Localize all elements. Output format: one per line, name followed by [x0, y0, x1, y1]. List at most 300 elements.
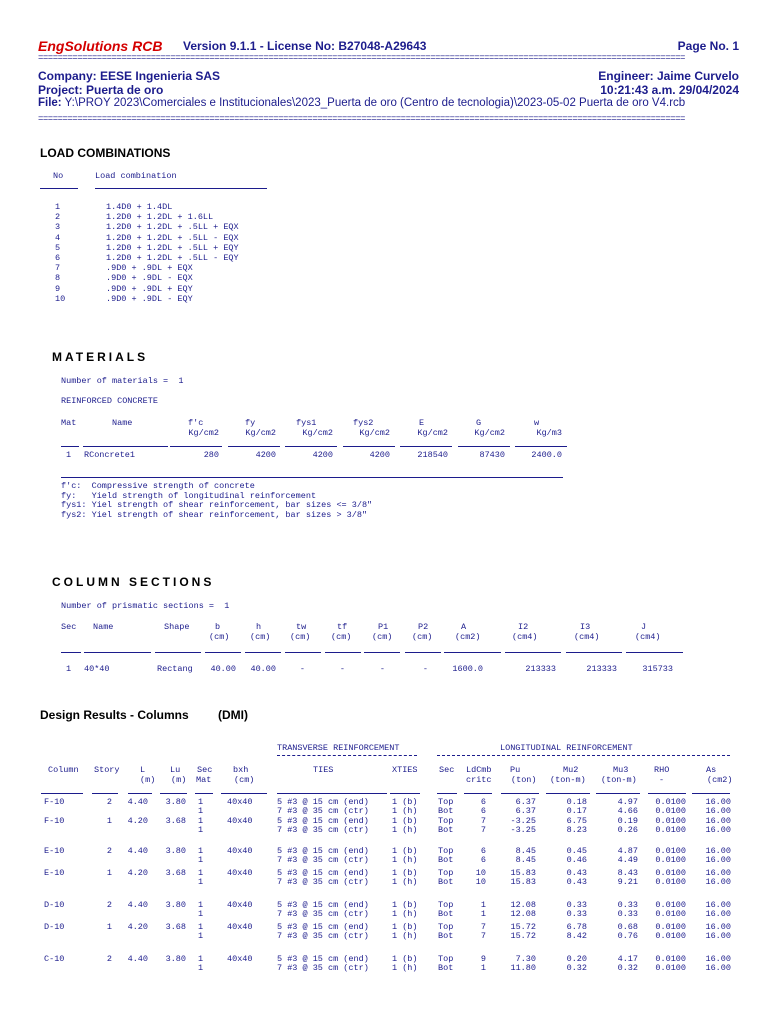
- ties: 7 #3 @ 35 cm (ctr): [277, 962, 369, 973]
- rho: 0.0100: [655, 922, 686, 932]
- materials-cell: 4200: [312, 450, 333, 460]
- length-Lu: 3.80: [165, 846, 186, 856]
- design-results-header-cell: Mu2: [563, 765, 579, 775]
- length-L: 4.20: [127, 868, 148, 878]
- version-text: Version 9.1.1 - License No: B27048-A29643: [183, 39, 427, 53]
- column-id: F-10: [44, 816, 65, 826]
- mu2: 0.32: [566, 962, 587, 973]
- divider: [95, 188, 267, 189]
- pu: 12.08: [510, 908, 536, 919]
- section-mat: 1: [198, 908, 204, 919]
- materials-cell: 4200: [369, 450, 390, 460]
- divider: [505, 652, 561, 653]
- section-mat: 1: [198, 930, 204, 941]
- header-rule-top: ====================================================================================================================================: [38, 53, 685, 63]
- mu2: 0.17: [566, 805, 587, 816]
- column-sections-unit-cell: (cm): [209, 632, 230, 642]
- load-combination-formula: .9D0 + .9DL + EQX: [106, 263, 193, 274]
- ties: 7 #3 @ 35 cm (ctr): [277, 876, 369, 887]
- column-sections-header-cell: b: [215, 622, 221, 632]
- divider: [546, 793, 590, 794]
- length-Lu: 3.80: [165, 797, 186, 807]
- mu3: 4.87: [617, 846, 638, 856]
- pu: 7.30: [515, 954, 536, 964]
- divider: [92, 793, 118, 794]
- column-id: E-10: [44, 868, 65, 878]
- design-results-unit-cell: (cm): [234, 775, 255, 785]
- pu: 8.45: [515, 854, 536, 865]
- as: 16.00: [705, 930, 731, 941]
- divider: [155, 652, 201, 653]
- ties: 7 #3 @ 35 cm (ctr): [277, 854, 369, 865]
- design-results-unit-cell: critc: [466, 775, 492, 785]
- story: 2: [106, 900, 112, 910]
- mu2: 0.20: [566, 954, 587, 964]
- section-mat: 1: [198, 900, 204, 910]
- materials-count: Number of materials = 1: [61, 376, 184, 386]
- rho: 0.0100: [655, 854, 686, 865]
- materials-cell: 4200: [255, 450, 276, 460]
- section-bxh: 40x40: [227, 846, 253, 856]
- xties: 1 (b): [392, 797, 418, 807]
- xties: 1 (h): [392, 962, 418, 973]
- xties: 1 (b): [392, 816, 418, 826]
- design-results-subtitle: (DMI): [218, 708, 248, 722]
- ties: 7 #3 @ 35 cm (ctr): [277, 908, 369, 919]
- long-sec: Top: [438, 900, 454, 910]
- divider: [285, 446, 337, 447]
- mu3: 0.32: [617, 962, 638, 973]
- design-results-unit-cell: (m): [171, 775, 187, 785]
- load-combination-no: 10: [55, 293, 66, 304]
- design-results-header-cell: Story: [94, 765, 120, 775]
- xties: 1 (h): [392, 824, 418, 835]
- pu: 11.80: [510, 962, 536, 973]
- rho: 0.0100: [655, 876, 686, 887]
- column-sections-unit-cell: (cm): [372, 632, 393, 642]
- story: 1: [106, 868, 112, 878]
- divider: [277, 755, 417, 756]
- section-mat: 1: [198, 868, 204, 878]
- divider: [437, 793, 457, 794]
- load-combination-no: 6: [55, 253, 61, 263]
- as: 16.00: [705, 876, 731, 887]
- load-combination-no: 4: [55, 232, 61, 243]
- xties: 1 (b): [392, 954, 418, 964]
- design-results-header-cell: bxh: [233, 765, 249, 775]
- materials-cell: 87430: [479, 450, 505, 460]
- divider: [170, 446, 222, 447]
- story: 2: [106, 954, 112, 964]
- design-results-header-cell: TIES: [313, 765, 334, 775]
- company-line: [38, 69, 220, 83]
- mu3: 0.33: [617, 900, 638, 910]
- section-mat: 1: [198, 805, 204, 816]
- column-sections-cell: -: [422, 664, 428, 674]
- mu2: 0.45: [566, 846, 587, 856]
- design-results-header-cell: LdCmb: [466, 765, 492, 775]
- length-L: 4.20: [127, 816, 148, 826]
- column-sections-unit-cell: (cm): [290, 632, 311, 642]
- header-rule-bottom: ====================================================================================================================================: [38, 114, 685, 124]
- long-sec: Top: [438, 816, 454, 826]
- length-Lu: 3.68: [165, 868, 186, 878]
- rho: 0.0100: [655, 868, 686, 878]
- column-sections-cell: 40.00: [250, 664, 276, 674]
- materials-unit-cell: Kg/cm2: [302, 428, 333, 438]
- load-combination-no: 5: [55, 242, 61, 253]
- xties: 1 (b): [392, 846, 418, 856]
- materials-header-cell: G: [476, 418, 482, 428]
- materials-unit-cell: Kg/cm2: [417, 428, 448, 438]
- design-results-unit-cell: (m): [140, 775, 156, 785]
- load-combination-no: 9: [55, 283, 61, 294]
- divider: [444, 652, 501, 653]
- design-results-header-cell: Column: [48, 765, 79, 775]
- section-bxh: 40x40: [227, 797, 253, 807]
- load-combo-critical: 6: [480, 846, 486, 856]
- design-results-unit-cell: Mat: [196, 775, 212, 785]
- section-bxh: 40x40: [227, 922, 253, 932]
- column-sections-cell: -: [379, 664, 385, 674]
- long-sec: Bot: [438, 930, 454, 941]
- as: 16.00: [705, 908, 731, 919]
- divider: [325, 652, 361, 653]
- rho: 0.0100: [655, 805, 686, 816]
- xties: 1 (h): [392, 908, 418, 919]
- mu3: 4.66: [617, 805, 638, 816]
- story: 1: [106, 922, 112, 932]
- ties: 5 #3 @ 15 cm (end): [277, 954, 369, 964]
- pu: 15.83: [510, 876, 536, 887]
- pu: 8.45: [515, 846, 536, 856]
- materials-note: fys2: Yiel strength of shear reinforcement, bar sizes > 3/8": [61, 509, 368, 520]
- length-Lu: 3.68: [165, 816, 186, 826]
- as: 16.00: [705, 846, 731, 856]
- divider: [596, 793, 640, 794]
- load-combo-critical: 7: [480, 922, 486, 932]
- ties: 5 #3 @ 15 cm (end): [277, 816, 369, 826]
- engineer-name: Jaime Curvelo: [656, 69, 739, 83]
- xties: 1 (b): [392, 922, 418, 932]
- materials-cell: 2400.0: [531, 450, 562, 460]
- rho: 0.0100: [655, 824, 686, 835]
- pu: 6.37: [515, 797, 536, 807]
- divider: [160, 793, 187, 794]
- rho: 0.0100: [655, 954, 686, 964]
- materials-header-cell: Name: [112, 418, 133, 428]
- pu: 6.37: [515, 805, 536, 816]
- mu2: 6.78: [566, 922, 587, 932]
- length-L: 4.40: [127, 900, 148, 910]
- length-L: 4.40: [127, 954, 148, 964]
- load-combination-formula: 1.2D0 + 1.2DL + .5LL + EQX: [106, 222, 239, 233]
- divider: [195, 793, 213, 794]
- divider: [566, 652, 622, 653]
- materials-unit-cell: Kg/m3: [536, 428, 562, 438]
- column-sections-header-cell: h: [256, 622, 262, 632]
- section-mat: 1: [198, 846, 204, 856]
- long-sec: Bot: [438, 876, 454, 887]
- ties: 5 #3 @ 15 cm (end): [277, 922, 369, 932]
- load-combination-no: 7: [55, 263, 61, 274]
- column-sections-unit-cell: (cm4): [574, 632, 600, 642]
- section-mat: 1: [198, 824, 204, 835]
- long-sec: Top: [438, 922, 454, 932]
- section-mat: 1: [198, 854, 204, 865]
- materials-header-cell: Mat: [61, 418, 77, 428]
- divider: [83, 446, 168, 447]
- ties: 5 #3 @ 15 cm (end): [277, 846, 369, 856]
- materials-unit-cell: Kg/cm2: [474, 428, 505, 438]
- length-Lu: 3.68: [165, 922, 186, 932]
- section-mat: 1: [198, 876, 204, 887]
- column-id: C-10: [44, 954, 65, 964]
- divider: [84, 652, 151, 653]
- column-sections-header-cell: tw: [296, 622, 307, 632]
- load-combo-critical: 10: [475, 876, 486, 887]
- divider: [458, 446, 510, 447]
- pu: -3.25: [510, 816, 536, 826]
- divider: [245, 652, 281, 653]
- length-Lu: 3.80: [165, 954, 186, 964]
- ties: 7 #3 @ 35 cm (ctr): [277, 824, 369, 835]
- divider: [464, 793, 492, 794]
- pu: 12.08: [510, 900, 536, 910]
- as: 16.00: [705, 868, 731, 878]
- long-sec: Top: [438, 954, 454, 964]
- xties: 1 (h): [392, 805, 418, 816]
- mu2: 6.75: [566, 816, 587, 826]
- column-sections-header-cell: Shape: [164, 622, 190, 632]
- longitudinal-group-label: LONGITUDINAL REINFORCEMENT: [500, 743, 633, 753]
- column-sections-unit-cell: (cm4): [635, 632, 661, 642]
- mu2: 0.43: [566, 868, 587, 878]
- rho: 0.0100: [655, 900, 686, 910]
- divider: [285, 652, 321, 653]
- column-id: D-10: [44, 922, 65, 932]
- divider: [40, 188, 78, 189]
- load-combinations-title: LOAD COMBINATIONS: [40, 146, 171, 160]
- column-sections-header-cell: P2: [418, 622, 429, 632]
- column-id: D-10: [44, 900, 65, 910]
- file-label: File:: [38, 97, 62, 109]
- mu3: 4.49: [617, 854, 638, 865]
- materials-unit-cell: Kg/cm2: [188, 428, 219, 438]
- design-results-unit-cell: (ton-m): [601, 775, 637, 785]
- load-combination-formula: 1.2D0 + 1.2DL + .5LL + EQY: [106, 242, 239, 253]
- materials-cell: RConcrete1: [84, 450, 136, 460]
- divider: [61, 652, 81, 653]
- divider: [343, 446, 395, 447]
- section-bxh: 40x40: [227, 816, 253, 826]
- design-results-header-cell: RHO: [654, 765, 670, 775]
- story: 1: [106, 816, 112, 826]
- long-sec: Top: [438, 797, 454, 807]
- mu3: 0.19: [617, 816, 638, 826]
- materials-note: fys1: Yiel strength of shear reinforcement, bar sizes <= 3/8": [61, 500, 373, 510]
- design-results-header-cell: Sec: [439, 765, 455, 775]
- company-name: EESE Ingenieria SAS: [100, 69, 221, 83]
- divider: [390, 793, 420, 794]
- as: 16.00: [705, 900, 731, 910]
- file-path: Y:\PROY 2023\Comerciales e Institucionales\2023_Puerta de oro (Centro de tecnologia)\2023-05-02 Puerta de oro V4.rcb: [64, 97, 686, 109]
- length-L: 4.40: [127, 797, 148, 807]
- column-sections-cell: Rectang: [157, 664, 193, 674]
- story: 2: [106, 846, 112, 856]
- ties: 5 #3 @ 15 cm (end): [277, 797, 369, 807]
- project-label: Project:: [38, 83, 83, 97]
- mu3: 0.76: [617, 930, 638, 941]
- materials-header-cell: fy: [245, 418, 256, 428]
- column-sections-cell: 40.00: [210, 664, 236, 674]
- long-sec: Top: [438, 868, 454, 878]
- mu2: 0.46: [566, 854, 587, 865]
- project-name: Puerta de oro: [86, 83, 164, 97]
- pu: 15.72: [510, 930, 536, 941]
- ties: 5 #3 @ 15 cm (end): [277, 868, 369, 878]
- mu2: 8.42: [566, 930, 587, 941]
- mu3: 0.33: [617, 908, 638, 919]
- materials-header-cell: fys1: [296, 418, 317, 428]
- xties: 1 (b): [392, 868, 418, 878]
- long-sec: Bot: [438, 805, 454, 816]
- divider: [61, 477, 563, 478]
- section-bxh: 40x40: [227, 900, 253, 910]
- rho: 0.0100: [655, 908, 686, 919]
- load-combinations-header-combo: Load combination: [95, 171, 177, 181]
- load-combination-formula: .9D0 + .9DL - EQY: [106, 293, 193, 304]
- design-results-header-cell: Pu: [510, 765, 521, 775]
- xties: 1 (h): [392, 930, 418, 941]
- column-sections-cell: -: [339, 664, 345, 674]
- section-mat: 1: [198, 922, 204, 932]
- divider: [128, 793, 152, 794]
- column-sections-header-cell: A: [461, 622, 467, 632]
- design-results-header-cell: Mu3: [613, 765, 629, 775]
- load-combination-formula: 1.4D0 + 1.4DL: [106, 202, 173, 212]
- column-sections-unit-cell: (cm): [250, 632, 271, 642]
- materials-header-cell: w: [534, 418, 540, 428]
- design-results-unit-cell: (ton-m): [550, 775, 586, 785]
- load-combo-critical: 1: [480, 900, 486, 910]
- rho: 0.0100: [655, 930, 686, 941]
- column-sections-cell: 40*40: [84, 664, 110, 674]
- column-sections-title: COLUMN SECTIONS: [52, 575, 215, 589]
- mu3: 0.68: [617, 922, 638, 932]
- load-combo-critical: 6: [480, 805, 486, 816]
- load-combinations-header-no: No: [53, 171, 64, 181]
- story: 2: [106, 797, 112, 807]
- xties: 1 (b): [392, 900, 418, 910]
- mu3: 4.97: [617, 797, 638, 807]
- as: 16.00: [705, 954, 731, 964]
- load-combination-no: 1: [55, 202, 61, 212]
- project-line: [38, 83, 163, 97]
- load-combo-critical: 1: [480, 962, 486, 973]
- mu2: 0.33: [566, 908, 587, 919]
- pu: -3.25: [510, 824, 536, 835]
- rho: 0.0100: [655, 797, 686, 807]
- divider: [400, 446, 452, 447]
- materials-unit-cell: Kg/cm2: [245, 428, 276, 438]
- load-combination-formula: 1.2D0 + 1.2DL + .5LL - EQY: [106, 253, 239, 263]
- column-sections-cell: 1: [66, 664, 72, 674]
- section-bxh: 40x40: [227, 868, 253, 878]
- materials-header-cell: f'c: [188, 418, 204, 428]
- materials-cell: 1: [66, 450, 72, 460]
- materials-header-cell: fys2: [353, 418, 374, 428]
- engineer-label: Engineer:: [598, 69, 654, 83]
- section-mat: 1: [198, 816, 204, 826]
- mu2: 0.33: [566, 900, 587, 910]
- length-Lu: 3.80: [165, 900, 186, 910]
- load-combination-no: 3: [55, 222, 61, 233]
- load-combination-formula: 1.2D0 + 1.2DL + .5LL - EQX: [106, 232, 239, 243]
- engineer-line: [598, 69, 739, 83]
- load-combo-critical: 10: [475, 868, 486, 878]
- column-sections-header-cell: tf: [337, 622, 348, 632]
- load-combination-no: 2: [55, 212, 61, 223]
- long-sec: Bot: [438, 962, 454, 973]
- load-combination-formula: .9D0 + .9DL + EQY: [106, 283, 193, 294]
- rho: 0.0100: [655, 962, 686, 973]
- mu2: 8.23: [566, 824, 587, 835]
- rho: 0.0100: [655, 846, 686, 856]
- materials-note: f'c: Compressive strength of concrete: [61, 481, 255, 491]
- load-combination-formula: 1.2D0 + 1.2DL + 1.6LL: [106, 212, 214, 223]
- materials-unit-cell: Kg/cm2: [359, 428, 390, 438]
- load-combination-no: 8: [55, 273, 61, 284]
- mu2: 0.18: [566, 797, 587, 807]
- mu2: 0.43: [566, 876, 587, 887]
- design-results-header-cell: XTIES: [392, 765, 418, 775]
- section-mat: 1: [198, 954, 204, 964]
- divider: [437, 755, 730, 756]
- long-sec: Top: [438, 846, 454, 856]
- mu3: 9.21: [617, 876, 638, 887]
- column-id: F-10: [44, 797, 65, 807]
- load-combo-critical: 7: [480, 824, 486, 835]
- page-number: Page No. 1: [677, 39, 739, 53]
- column-id: E-10: [44, 846, 65, 856]
- as: 16.00: [705, 816, 731, 826]
- design-results-header-cell: Lu: [170, 765, 181, 775]
- long-sec: Bot: [438, 908, 454, 919]
- column-sections-unit-cell: (cm): [331, 632, 352, 642]
- as: 16.00: [705, 824, 731, 835]
- xties: 1 (h): [392, 854, 418, 865]
- length-L: 4.20: [127, 922, 148, 932]
- mu3: 0.26: [617, 824, 638, 835]
- design-results-unit-cell: (cm2): [707, 775, 733, 785]
- company-label: Company:: [38, 69, 97, 83]
- xties: 1 (h): [392, 876, 418, 887]
- as: 16.00: [705, 854, 731, 865]
- column-sections-header-cell: Sec: [61, 622, 77, 632]
- column-sections-cell: -: [299, 664, 305, 674]
- design-results-header-cell: As: [706, 765, 717, 775]
- column-sections-header-cell: I3: [580, 622, 591, 632]
- column-sections-header-cell: P1: [378, 622, 389, 632]
- timestamp: 10:21:43 a.m. 29/04/2024: [600, 83, 739, 97]
- materials-cell: 218540: [417, 450, 448, 460]
- long-sec: Bot: [438, 824, 454, 835]
- pu: 15.72: [510, 922, 536, 932]
- column-sections-cell: 1600.0: [452, 664, 483, 674]
- divider: [228, 446, 280, 447]
- ties: 7 #3 @ 35 cm (ctr): [277, 805, 369, 816]
